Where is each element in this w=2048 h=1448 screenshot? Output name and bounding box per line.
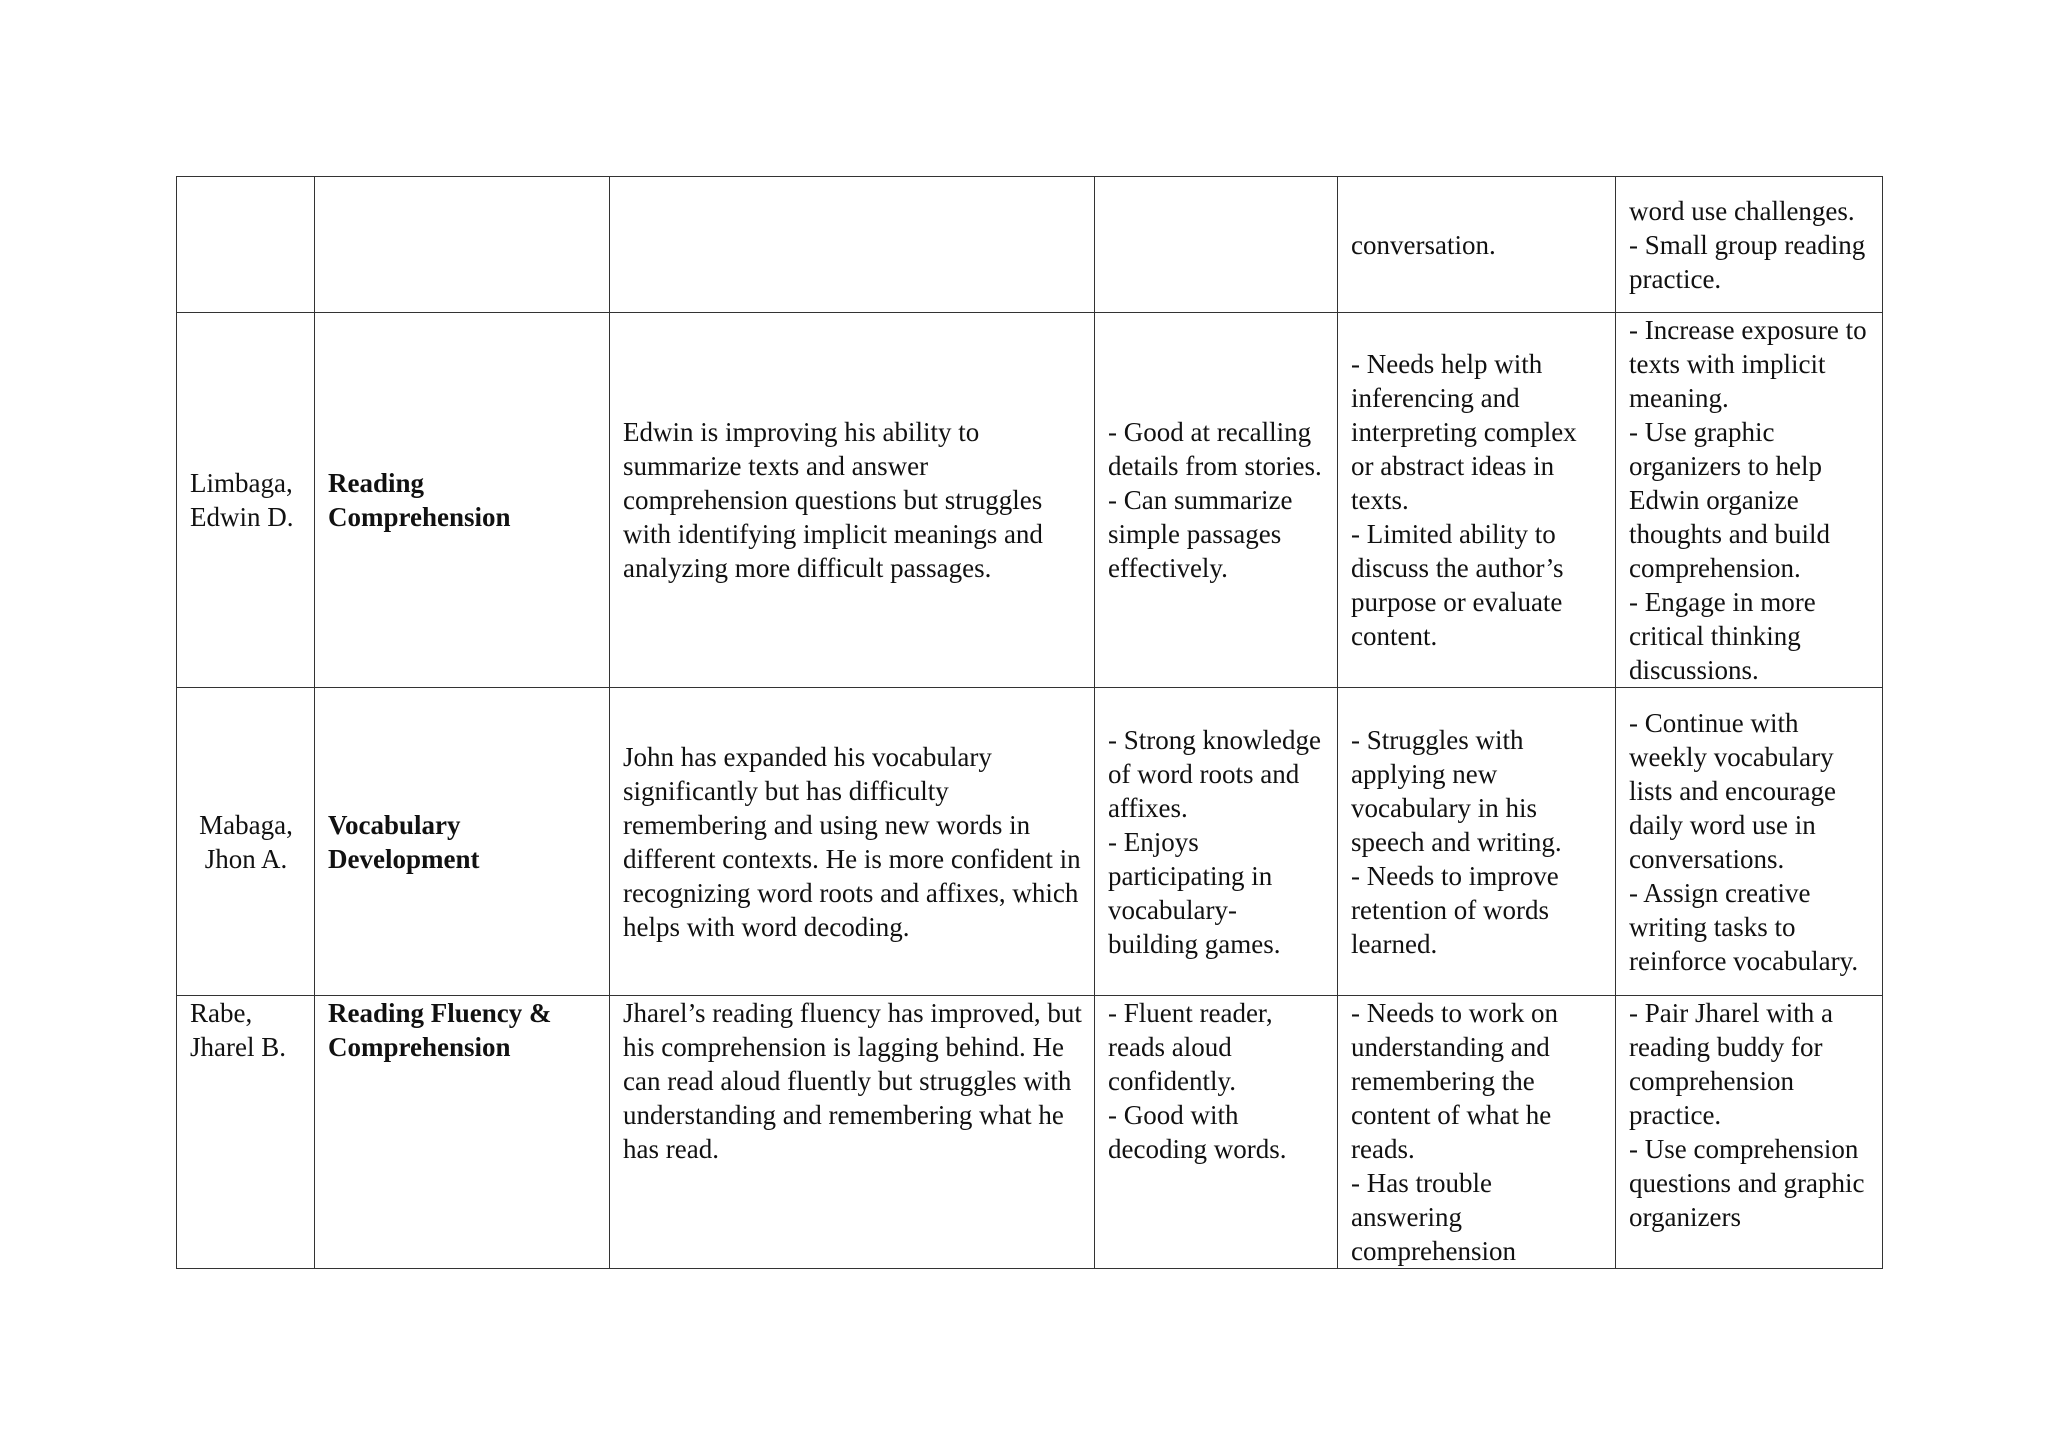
student-progress-table [176, 176, 1883, 1269]
table-row [177, 996, 1883, 1269]
weakness-item: - Has trouble answering comprehension [1351, 1168, 1516, 1266]
intervention-item: - Use comprehension questions and graphic organizers [1629, 1134, 1865, 1232]
focus-area-cell: Reading Comprehension [315, 313, 610, 688]
weakness-item: - Needs to improve retention of words learned. [1351, 860, 1559, 959]
strengths-cell [1095, 313, 1338, 688]
intervention-item: - Assign creative writing tasks to reinforce vocabulary. [1629, 877, 1859, 976]
focus-area-cell [315, 177, 610, 313]
intervention-item: - Pair Jharel with a reading buddy for comprehension practice. [1629, 998, 1833, 1130]
intervention-item: - Use graphic organizers to help Edwin organize thoughts and build comprehension. [1629, 417, 1830, 583]
weaknesses-cell [1338, 177, 1616, 313]
student-name-cell: Rabe, Jharel B. [177, 996, 315, 1269]
weakness-item: - Struggles with applying new vocabulary in his speech and writing. [1351, 724, 1562, 857]
intervention-item: - Increase exposure to texts with implicit meaning. [1629, 315, 1867, 413]
description-cell: John has expanded his vocabulary significantly but has difficulty remembering and using new words in different contexts. He is more confident in recognizing word roots and affixes, which helps with word decoding. [610, 688, 1095, 996]
strength-item: - Strong knowledge of word roots and affixes. [1108, 724, 1321, 823]
interventions-cell [1616, 688, 1883, 996]
student-name-cell [177, 177, 315, 313]
interventions-cell [1616, 996, 1883, 1269]
table-row [177, 313, 1883, 688]
weakness-item: - Needs to work on understanding and remembering the content of what he reads. [1351, 998, 1558, 1164]
strengths-cell [1095, 996, 1338, 1269]
weaknesses-cell [1338, 313, 1616, 688]
description-cell [610, 177, 1095, 313]
student-name-cell: Mabaga, Jhon A. [177, 688, 315, 996]
interventions-cell [1616, 313, 1883, 688]
table-row [177, 688, 1883, 996]
table-row [177, 177, 1883, 313]
focus-area-cell: Reading Fluency & Comprehension [315, 996, 610, 1269]
description-cell: Jharel’s reading fluency has improved, but his comprehension is lagging behind. He can read aloud fluently but struggles with understanding and remembering what he has read. [610, 996, 1095, 1269]
intervention-item: word use challenges. [1629, 195, 1855, 226]
strengths-cell [1095, 177, 1338, 313]
focus-area-cell: Vocabulary Development [315, 688, 610, 996]
weakness-item: - Needs help with inferencing and interpreting complex or abstract ideas in texts. [1351, 349, 1577, 515]
weakness-item: - Limited ability to discuss the author’s purpose or evaluate content. [1351, 519, 1564, 651]
weaknesses-cell [1338, 688, 1616, 996]
intervention-item: - Engage in more critical thinking discussions. [1629, 587, 1816, 685]
strength-item: - Fluent reader, reads aloud confidently. [1108, 998, 1273, 1096]
student-name-cell: Limbaga, Edwin D. [177, 313, 315, 688]
intervention-item: - Small group reading practice. [1629, 229, 1866, 294]
interventions-cell [1616, 177, 1883, 313]
intervention-item: - Continue with weekly vocabulary lists and encourage daily word use in conversations. [1629, 707, 1836, 874]
weakness-item: conversation. [1351, 229, 1496, 260]
strengths-cell [1095, 688, 1338, 996]
strength-item: - Enjoys participating in vocabulary-building games. [1108, 826, 1281, 959]
strength-item: - Good at recalling details from stories. [1108, 417, 1322, 481]
weaknesses-cell [1338, 996, 1616, 1269]
strength-item: - Can summarize simple passages effectively. [1108, 485, 1293, 583]
description-cell: Edwin is improving his ability to summarize texts and answer comprehension questions but struggles with identifying implicit meanings and analyzing more difficult passages. [610, 313, 1095, 688]
strength-item: - Good with decoding words. [1108, 1100, 1287, 1164]
